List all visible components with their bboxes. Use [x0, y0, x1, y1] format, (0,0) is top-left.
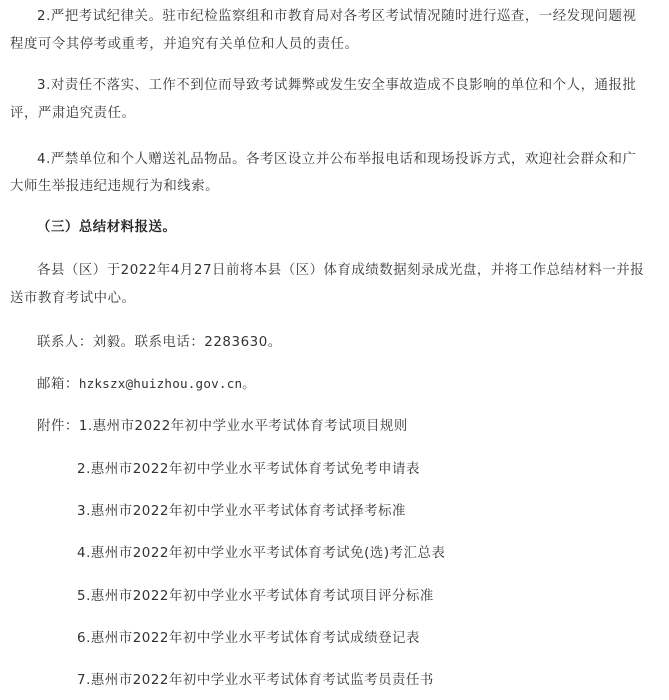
attachment-item-3: 3.惠州市2022年初中学业水平考试体育考试择考标准 [77, 504, 406, 519]
item-2-line-1: 2.严把考试纪律关。驻市纪检监察组和市教育局对各考区考试情况随时进行巡查，一经发现问题视 [37, 9, 637, 24]
email-line [37, 375, 255, 394]
item-4-line-2: 大师生举报违纪违规行为和线索。 [10, 179, 220, 194]
item-3-line-2: 评，严肃追究责任。 [10, 106, 136, 121]
item-2-line-2: 程度可令其停考或重考，并追究有关单位和人员的责任。 [10, 37, 359, 52]
email-label: 邮箱： [37, 377, 79, 392]
item-4-line-1: 4.严禁单位和个人赠送礼品物品。各考区设立并公布举报电话和现场投诉方式，欢迎社会群众和广 [37, 152, 637, 167]
attachment-item-2: 2.惠州市2022年初中学业水平考试体育考试免考申请表 [77, 462, 420, 477]
submission-line-1: 各县（区）于2022年4月27日前将本县（区）体育成绩数据刻录成光盘，并将工作总结材料一并报 [37, 263, 645, 278]
attachment-item-1: 1.惠州市2022年初中学业水平考试体育考试项目规则 [78, 419, 408, 434]
attachment-line-1 [37, 418, 408, 436]
attachment-item-5: 5.惠州市2022年初中学业水平考试体育考试项目评分标准 [77, 589, 434, 604]
attachment-item-4: 4.惠州市2022年初中学业水平考试体育考试免(选)考汇总表 [77, 546, 446, 561]
attachments-label: 附件： [37, 419, 79, 434]
submission-line-2: 送市教育考试中心。 [10, 291, 136, 306]
item-3-line-1: 3.对责任不落实、工作不到位而导致考试舞弊或发生安全事故造成不良影响的单位和个人，通报批 [37, 78, 637, 93]
contact-info: 联系人：刘毅。联系电话：2283630。 [37, 335, 282, 350]
section-heading: （三）总结材料报送。 [37, 220, 177, 235]
email-address: hzkszx@huizhou.gov.cn。 [78, 376, 256, 391]
attachment-item-7: 7.惠州市2022年初中学业水平考试体育考试监考员责任书 [77, 673, 434, 688]
attachment-item-6: 6.惠州市2022年初中学业水平考试体育考试成绩登记表 [77, 631, 420, 646]
